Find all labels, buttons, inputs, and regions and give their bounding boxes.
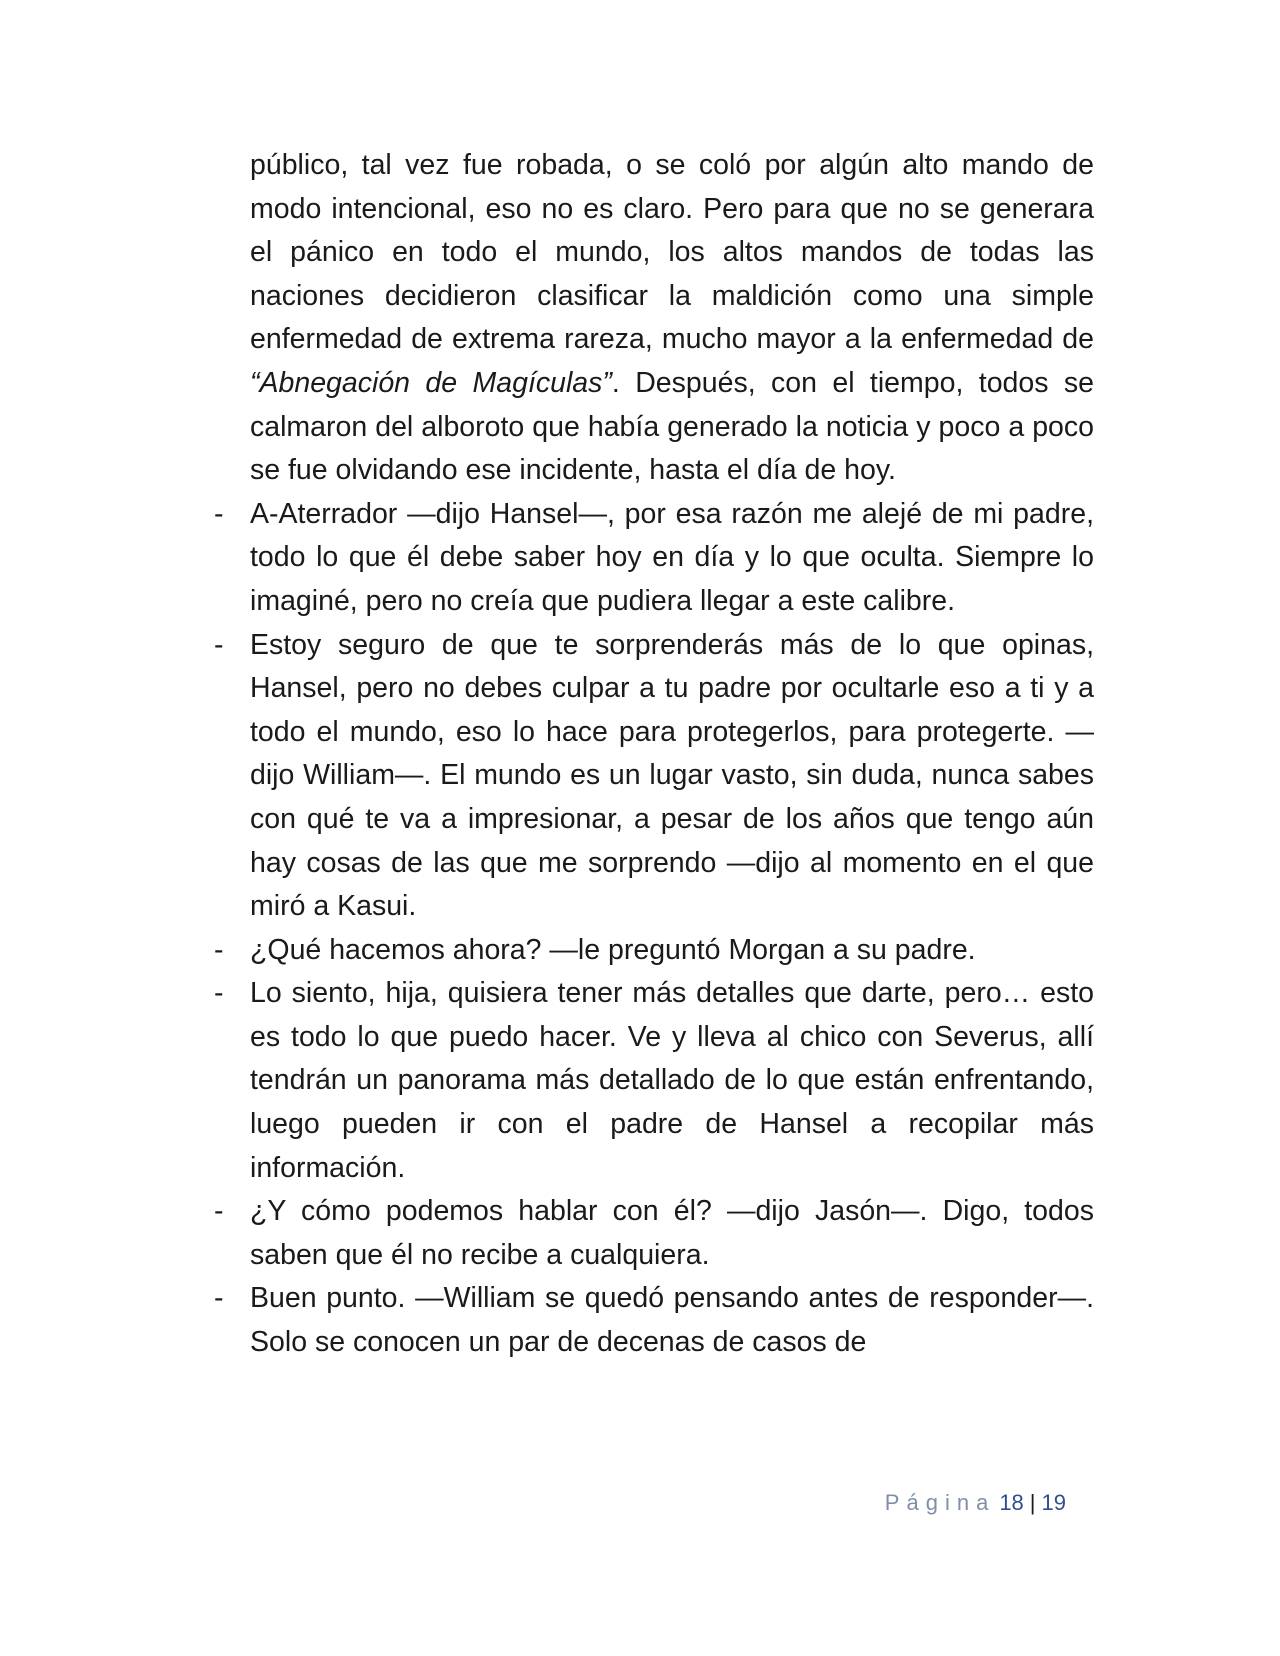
dialogue-entry [214, 624, 1094, 929]
intro-text-before: público, tal vez fue robada, o se coló por algún alto mando de modo intencional, eso no es claro. Pero para que no se generara el pánico en todo el mundo, los altos mandos de todas las naciones decidieron clasificar la maldición como una simple enfermedad de extrema rareza, mucho mayor a la enfermedad de [250, 149, 1094, 356]
dialogue-text: Lo siento, hija, quisiera tener más detalles que darte, pero… esto es todo lo que puedo hacer. Ve y lleva al chico con Severus, allí tendrán un panorama más detallado de lo que están enfrentando, luego pueden ir con el padre de Hansel a recopilar más información. [250, 977, 1094, 1184]
body-text [214, 144, 1094, 1365]
dialogue-dash: - [214, 977, 224, 1010]
page-number: 18 [999, 1490, 1024, 1515]
dialogue-text: ¿Qué hacemos ahora? —le preguntó Morgan a su padre. [250, 933, 976, 966]
page-separator: | [1029, 1490, 1036, 1515]
dialogue-dash: - [214, 1282, 224, 1315]
intro-text-after: . Después, con el tiempo, todos se calmaron del alboroto que había generado la noticia y poco a poco se fue olvidando ese incidente, hasta el día de hoy. [250, 366, 1094, 487]
dialogue-text: A-Aterrador —dijo Hansel—, por esa razón me alejé de mi padre, todo lo que él debe saber hoy en día y lo que oculta. Siempre lo imaginé, pero no creía que pudiera llegar a este calibre. [250, 497, 1094, 617]
dialogue-entry [214, 493, 1094, 624]
dialogue-entry [214, 1277, 1094, 1364]
dialogue-entry [214, 972, 1094, 1190]
dialogue-entry [214, 1190, 1094, 1277]
dialogue-text: ¿Y cómo podemos hablar con él? —dijo Jasón—. Digo, todos saben que él no recibe a cualquiera. [250, 1195, 1094, 1271]
intro-paragraph [250, 144, 1094, 493]
dialogue-dash: - [214, 933, 224, 966]
dialogue-text: Buen punto. —William se quedó pensando antes de responder—. Solo se conocen un par de decenas de casos de [250, 1282, 1094, 1359]
page-label: Página [884, 1490, 996, 1515]
dialogue-entry [214, 929, 1094, 973]
dialogue-dash: - [214, 628, 224, 661]
page-footer [885, 1490, 1066, 1516]
dialogue-dash: - [214, 497, 224, 530]
dialogue-text: Estoy seguro de que te sorprenderás más de lo que opinas, Hansel, pero no debes culpar a tu padre por ocultarle eso a ti y a todo el mundo, eso lo hace para protegerlos, para protegerte. —dijo William—. El mundo es un lugar vasto, sin duda, nunca sabes con qué te va a impresionar, a pesar de los años que tengo aún hay cosas de las que me sorprendo —dijo al momento en el que miró a Kasui. [250, 628, 1094, 923]
total-pages: 19 [1041, 1490, 1066, 1515]
dialogue-dash: - [214, 1195, 224, 1228]
intro-italic-term: “Abnegación de Magículas” [250, 366, 612, 399]
